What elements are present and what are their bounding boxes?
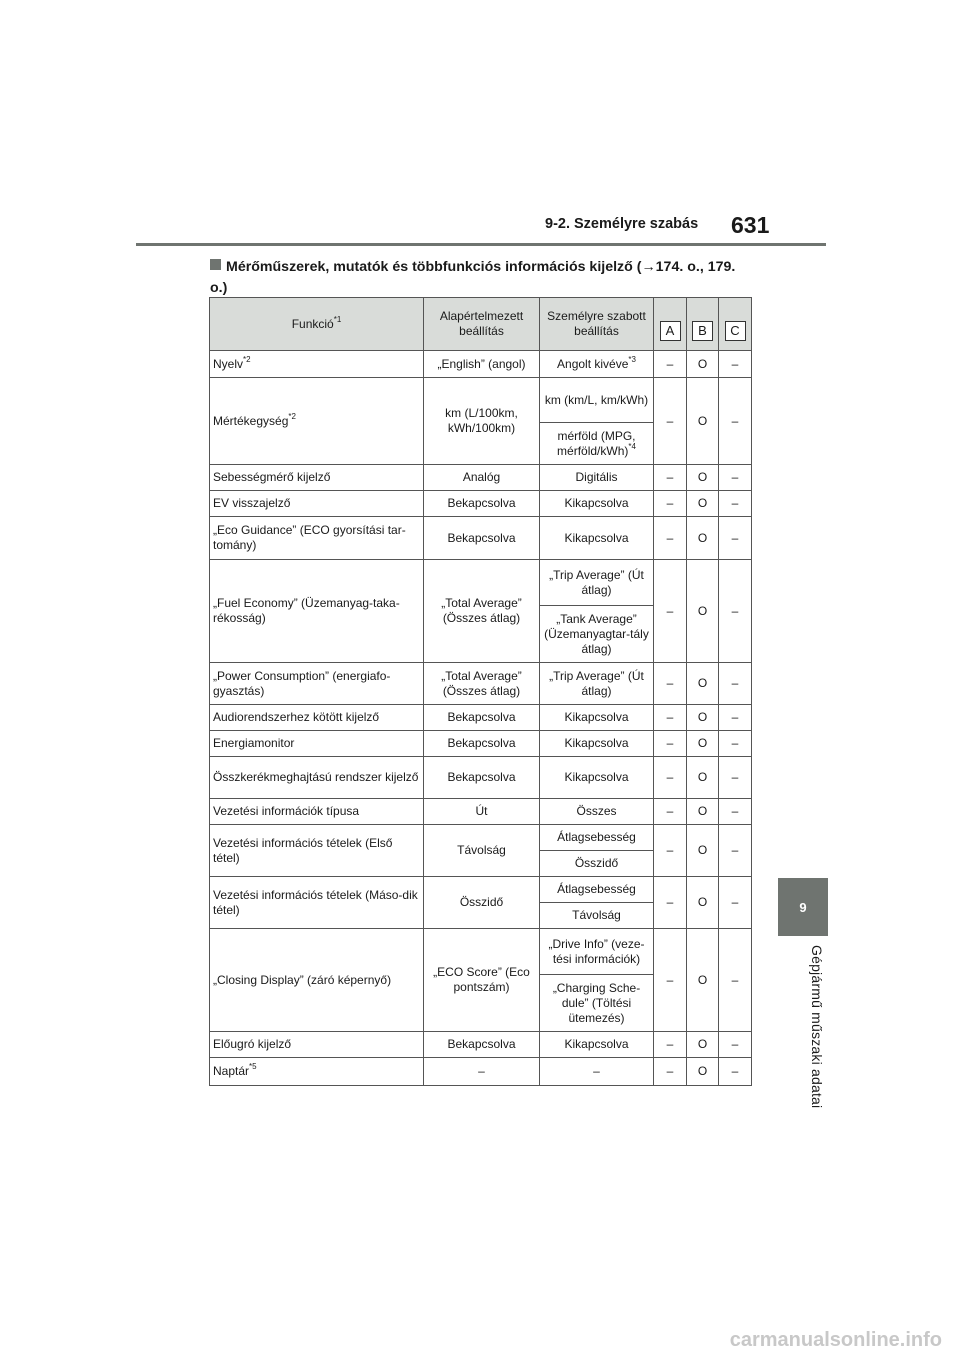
table-row (210, 757, 752, 799)
cell-a: – (654, 351, 687, 378)
cell-function: Vezetési információs tételek (Máso-dik tétel) (210, 877, 424, 929)
page-number: 631 (731, 212, 770, 238)
cell-custom: „Trip Average” (Út átlag) (540, 663, 654, 705)
cell-b: O (687, 929, 719, 1032)
cell-function: Összkerékmeghajtású rendszer kijelző (210, 757, 424, 799)
cell-default: Analóg (424, 465, 540, 491)
cell-c: – (719, 799, 752, 825)
section-title-text: Mérőműszerek, mutatók és többfunkciós információs kijelző (→174. o., 179. o.) (210, 259, 736, 296)
cell-a: – (654, 378, 687, 465)
cell-default: Bekapcsolva (424, 1032, 540, 1058)
cell-custom: Összes (540, 799, 654, 825)
cell-c: – (719, 705, 752, 731)
cell-a: – (654, 663, 687, 705)
table-row (210, 705, 752, 731)
cell-custom: Kikapcsolva (540, 517, 654, 560)
table-row (210, 491, 752, 517)
cell-function: „Fuel Economy” (Üzemanyag-taka-rékosság) (210, 560, 424, 663)
cell-custom: „Trip Average” (Út átlag) (540, 560, 654, 606)
square-bullet-icon (210, 259, 221, 270)
chapter-tab-label: Gépjármű műszaki adatai (809, 945, 825, 1109)
cell-a: – (654, 877, 687, 929)
table-row (210, 465, 752, 491)
cell-function: Előugró kijelző (210, 1032, 424, 1058)
chapter-tab: 9 (778, 878, 828, 936)
cell-b: O (687, 663, 719, 705)
header-b: B (687, 298, 719, 351)
cell-c: – (719, 465, 752, 491)
cell-b: O (687, 799, 719, 825)
cell-default: „Total Average” (Összes átlag) (424, 663, 540, 705)
cell-custom: Digitális (540, 465, 654, 491)
cell-function: Sebességmérő kijelző (210, 465, 424, 491)
cell-a: – (654, 1032, 687, 1058)
cell-custom: Átlagsebesség (540, 877, 654, 903)
cell-c: – (719, 517, 752, 560)
watermark: carmanualsonline.info (729, 1329, 942, 1351)
cell-function: Vezetési információs tételek (Első tétel) (210, 825, 424, 877)
cell-custom: Angolt kivéve$^{*3}$ (540, 351, 654, 378)
cell-a: – (654, 517, 687, 560)
cell-custom: Összidő (540, 851, 654, 877)
cell-function: Audiorendszerhez kötött kijelző (210, 705, 424, 731)
cell-b: O (687, 1032, 719, 1058)
cell-a: – (654, 825, 687, 877)
cell-function: Vezetési információk típusa (210, 799, 424, 825)
cell-default: km (L/100km, kWh/100km) (424, 378, 540, 465)
cell-custom: km (km/L, km/kWh) (540, 378, 654, 423)
table-row (210, 517, 752, 560)
cell-default: Bekapcsolva (424, 705, 540, 731)
cell-function: Naptár$^{*5}$ (210, 1058, 424, 1086)
table-row (210, 1058, 752, 1086)
cell-a: – (654, 705, 687, 731)
header-default: Alapértelmezett beállítás (424, 298, 540, 351)
header-a: A (654, 298, 687, 351)
cell-default: „Total Average” (Összes átlag) (424, 560, 540, 663)
table-row (210, 731, 752, 757)
cell-b: O (687, 877, 719, 929)
table-row (210, 560, 752, 606)
cell-default: Bekapcsolva (424, 517, 540, 560)
table-row (210, 825, 752, 851)
cell-custom: „Drive Info” (veze-tési információk) (540, 929, 654, 975)
cell-a: – (654, 929, 687, 1032)
cell-default: Út (424, 799, 540, 825)
table-row (210, 351, 752, 378)
cell-a: – (654, 757, 687, 799)
header-function: Funkció$^{*1}$ (210, 298, 424, 351)
cell-default: Bekapcsolva (424, 731, 540, 757)
cell-b: O (687, 560, 719, 663)
cell-b: O (687, 517, 719, 560)
cell-custom: – (540, 1058, 654, 1086)
cell-default: „ECO Score” (Eco pontszám) (424, 929, 540, 1032)
cell-c: – (719, 825, 752, 877)
cell-a: – (654, 465, 687, 491)
settings-table (209, 297, 752, 1086)
cell-default: Összidő (424, 877, 540, 929)
cell-function: Mértékegység$^{*2}$ (210, 378, 424, 465)
table-row (210, 929, 752, 975)
cell-b: O (687, 825, 719, 877)
cell-b: O (687, 757, 719, 799)
cell-function: „Power Consumption” (energiafo-gyasztás) (210, 663, 424, 705)
cell-function: Energiamonitor (210, 731, 424, 757)
cell-c: – (719, 731, 752, 757)
cell-c: – (719, 757, 752, 799)
cell-a: – (654, 731, 687, 757)
cell-c: – (719, 1032, 752, 1058)
table-header-row (210, 298, 752, 351)
cell-custom: Kikapcsolva (540, 705, 654, 731)
table-row (210, 877, 752, 903)
cell-c: – (719, 929, 752, 1032)
header-custom: Személyre szabott beállítás (540, 298, 654, 351)
cell-c: – (719, 1058, 752, 1086)
cell-b: O (687, 1058, 719, 1086)
cell-custom: Kikapcsolva (540, 757, 654, 799)
table-row (210, 799, 752, 825)
cell-custom: Távolság (540, 903, 654, 929)
cell-a: – (654, 560, 687, 663)
cell-default: Bekapcsolva (424, 757, 540, 799)
table-row (210, 378, 752, 423)
table-row (210, 1032, 752, 1058)
cell-c: – (719, 491, 752, 517)
cell-a: – (654, 799, 687, 825)
section-title (210, 257, 750, 299)
cell-custom: Kikapcsolva (540, 731, 654, 757)
section-header: 9-2. Személyre szabás (545, 216, 699, 232)
cell-b: O (687, 731, 719, 757)
cell-a: – (654, 1058, 687, 1086)
cell-function: EV visszajelző (210, 491, 424, 517)
cell-c: – (719, 560, 752, 663)
table-row (210, 663, 752, 705)
header-c: C (719, 298, 752, 351)
cell-function: „Eco Guidance” (ECO gyorsítási tar-tomány) (210, 517, 424, 560)
header-rule (136, 243, 826, 246)
cell-a: – (654, 491, 687, 517)
cell-custom: Átlagsebesség (540, 825, 654, 851)
cell-custom: „Tank Average” (Üzemanyagtar-tály átlag) (540, 606, 654, 663)
cell-default: „English” (angol) (424, 351, 540, 378)
cell-custom: mérföld (MPG, mérföld/kWh)$^{*4}$ (540, 423, 654, 465)
cell-function: Nyelv$^{*2}$ (210, 351, 424, 378)
cell-function: „Closing Display” (záró képernyő) (210, 929, 424, 1032)
cell-b: O (687, 705, 719, 731)
cell-default: Távolság (424, 825, 540, 877)
cell-c: – (719, 663, 752, 705)
cell-custom: Kikapcsolva (540, 1032, 654, 1058)
cell-c: – (719, 351, 752, 378)
cell-b: O (687, 491, 719, 517)
cell-b: O (687, 465, 719, 491)
cell-custom: Kikapcsolva (540, 491, 654, 517)
cell-custom: „Charging Sche-dule” (Töltési ütemezés) (540, 975, 654, 1032)
cell-default: Bekapcsolva (424, 491, 540, 517)
cell-default: – (424, 1058, 540, 1086)
cell-b: O (687, 378, 719, 465)
cell-c: – (719, 378, 752, 465)
cell-b: O (687, 351, 719, 378)
cell-c: – (719, 877, 752, 929)
